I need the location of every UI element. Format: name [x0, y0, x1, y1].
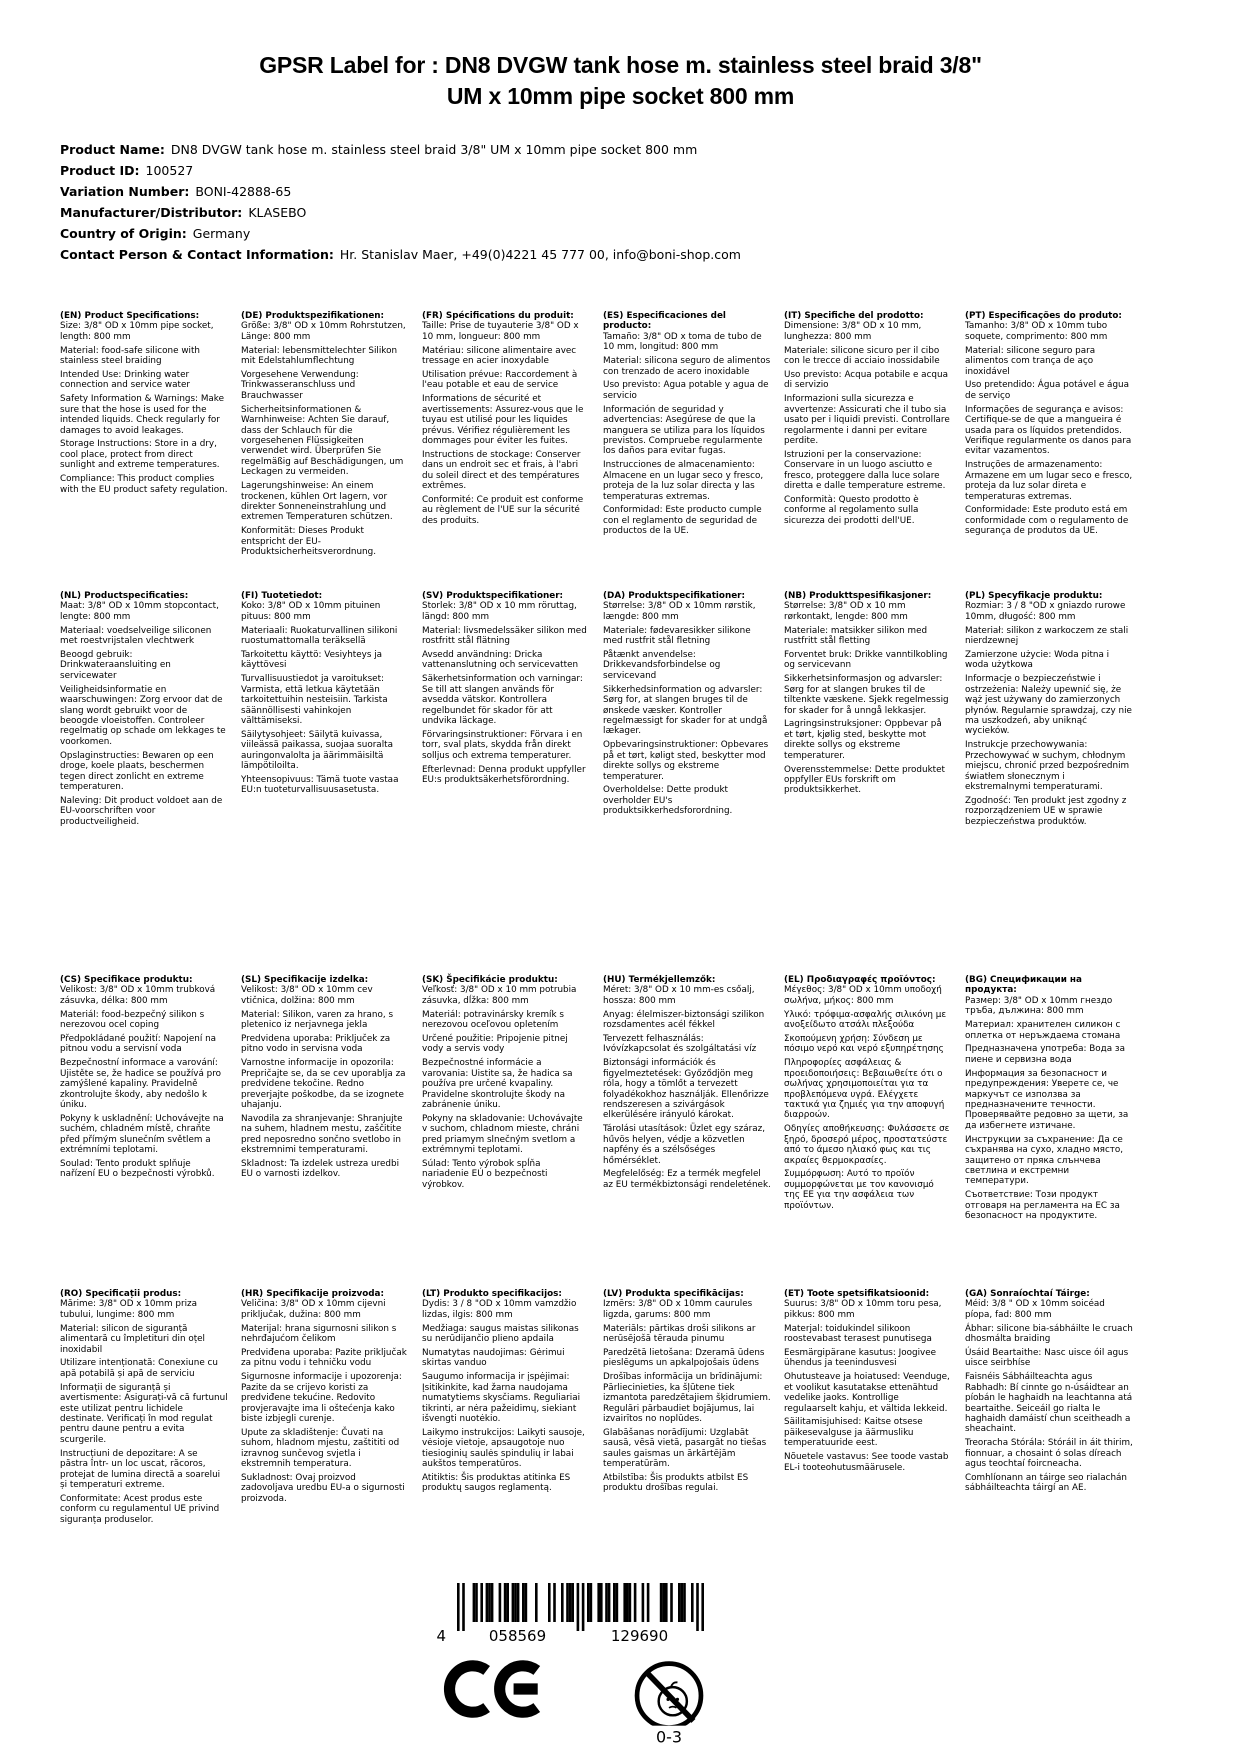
spec-paragraph: Izmērs: 3/8" OD x 10mm caurules ligzda, garums: 800 mm: [603, 1299, 753, 1320]
spec-paragraph: Größe: 3/8" OD x 10mm Rohrstutzen, Länge: 800 mm: [241, 321, 406, 342]
barcode-group1: 058569: [488, 1627, 547, 1645]
spec-paragraph: Forventet bruk: Drikke vanntilkobling og servicevann: [784, 650, 948, 671]
spec-paragraph: Informações de segurança e avisos: Certifique-se de que a mangueira é usada para os líquidos pretendidos. Verifique regularmente os danos para evitar vazamentos.: [965, 404, 1132, 457]
spec-paragraph: Μέγεθος: 3/8" OD x 10mm υποδοχή σωλήνα, μήκος: 800 mm: [784, 985, 942, 1006]
spec-paragraph: Materiał: silikon z warkoczem ze stali nierdzewnej: [965, 625, 1129, 647]
spec-paragraph: Förvaringsinstruktioner: Förvara i en torr, sval plats, skydda från direkt solljus och extrema temperaturer.: [422, 729, 583, 761]
spec-paragraph: Conformidade: Este produto está em conformidade com o regulamento de segurança de produtos da UE.: [965, 505, 1129, 537]
spec-paragraph: Utilisation prévue: Raccordement à l'eau potable et eau de service: [422, 370, 578, 391]
lang-block-nl: [60, 591, 228, 831]
lang-block-nb: [784, 591, 952, 799]
lang-block-da: [603, 591, 771, 820]
spec-paragraph: Overholdelse: Dette produkt overholder EU's produktsikkerhedsforordning.: [603, 785, 733, 817]
spec-paragraph: Material: silicon de siguranță alimentară cu împletituri din oțel inoxidabil: [60, 1323, 206, 1355]
spec-paragraph: Sikkerhetsinformasjon og advarsler: Sørg for at slangen brukes til de tiltenkte væskene. Sjekk regelmessig for skader for å unngå lekkasjer.: [784, 674, 949, 716]
spec-paragraph: Instructions de stockage: Conserver dans un endroit sec et frais, à l'abri du soleil direct et des températures extrêmes.: [422, 449, 581, 492]
spec-paragraph: Eesmärgipärane kasutus: Joogivee ühendus ja teenindusvesi: [784, 1348, 937, 1369]
spec-paragraph: Instrucciones de almacenamiento: Almacene en un lugar seco y fresco, proteja de la luz solar directa y las temperaturas extremas.: [603, 460, 764, 502]
spec-paragraph: Varnostne informacije in opozorila: Prepričajte se, da se cev uporablja za predvidene tekočine. Redno preverjajte poškodbe, da se izognete uhajanju.: [241, 1058, 406, 1110]
spec-paragraph: Soulad: Tento produkt splňuje nařízení EU o bezpečnosti výrobků.: [60, 1159, 215, 1180]
spec-paragraph: Avsedd användning: Dricka vattenanslutning och servicevatten: [422, 650, 579, 671]
spec-paragraph: Skladnost: Ta izdelek ustreza uredbi EU o varnosti izdelkov.: [241, 1159, 400, 1180]
product-info-value: 100527: [145, 163, 194, 178]
spec-paragraph: Materiál: potravinársky kremík s nerezovou oceľovou opletením: [422, 1009, 564, 1031]
lang-block-heading: (CS) Specifikace produktu:: [60, 975, 193, 985]
spec-paragraph: Nõuetele vastavus: See toode vastab EL-i tooteohutusmäärusele.: [784, 1452, 949, 1473]
lang-block-fr: [422, 311, 590, 530]
spec-paragraph: Materjal: toidukindel silikoon roostevabast terasest punutisega: [784, 1323, 932, 1345]
spec-paragraph: Tervezett felhasználás: Ivóvízkapcsolat és szolgáltatási víz: [603, 1034, 757, 1055]
spec-paragraph: Safety Information & Warnings: Make sure that the hose is used for the intended liquids. Check regularly for damages to avoid leakages.: [60, 394, 224, 436]
lang-block-heading: (IT) Specifiche del prodotto:: [784, 311, 924, 321]
spec-paragraph: Størrelse: 3/8" OD x 10mm rørstik, længde: 800 mm: [603, 601, 756, 622]
spec-paragraph: Anyag: élelmiszer-biztonsági szilikon rozsdamentes acél fékkel: [603, 1009, 765, 1031]
lang-block-hr: [241, 1289, 409, 1508]
bottom-marks: [0, 1583, 1241, 1752]
spec-paragraph: Pokyny na skladovanie: Uchovávajte v suchom, chladnom mieste, chráni pred priamym slnečným svetlom a extrémnymi teplotami.: [422, 1113, 583, 1156]
product-info-value: DN8 DVGW tank hose m. stainless steel braid 3/8" UM x 10mm pipe socket 800 mm: [170, 142, 698, 157]
lang-block-sv: [422, 591, 590, 789]
lang-block-heading: (DA) Produktspecifikationer:: [603, 591, 746, 601]
spec-paragraph: Informations de sécurité et avertissements: Assurez-vous que le tuyau est utilisé pour les liquides prévus. Vérifiez régulièrement les dommages pour éviter les fuites.: [422, 394, 584, 446]
lang-block-heading: (GA) Sonraíochtaí Táirge:: [965, 1289, 1090, 1299]
spec-paragraph: Materiál: food-bezpečný silikon s nerezovou ocel coping: [60, 1009, 205, 1031]
spec-paragraph: Material: silicona seguro de alimentos con trenzado de acero inoxidable: [603, 356, 771, 377]
spec-paragraph: Size: 3/8" OD x 10mm pipe socket, length: 800 mm: [60, 321, 214, 342]
spec-paragraph: Turvallisuustiedot ja varoitukset: Varmista, että letkua käytetään tarkoitettuihin nesteisiin. Tarkista säännöllisesti vahinkojen välttämiseksi.: [241, 674, 388, 726]
lang-block-lv: [603, 1289, 771, 1497]
spec-paragraph: Veiligheidsinformatie en waarschuwingen: Zorg ervoor dat de slang wordt gebruikt voor de beoogde vloeistoffen. Controleer regelmatig op schade om lekkages te voorkomen.: [60, 684, 226, 747]
lang-block-sl: [241, 975, 409, 1183]
age-warning-icon: [631, 1658, 707, 1752]
spec-paragraph: Efterlevnad: Denna produkt uppfyller EU:s produktsäkerhetsförordning.: [422, 764, 586, 785]
spec-paragraph: Biztonsági információk és figyelmeztetések: Győződjön meg róla, hogy a tömlőt a tervezett folyadékokhoz használják. Ellenőrizze rendszeresen a szivárgások elkerülésére irányuló károkat.: [603, 1058, 769, 1121]
spec-paragraph: Drošības informācija un brīdinājumi: Pārliecinieties, ka šļūtene tiek izmantota paredzētajiem šķidrumiem. Regulāri pārbaudiet bojājumus, lai izvairītos no noplūdes.: [603, 1372, 771, 1424]
spec-paragraph: Påtænkt anvendelse: Drikkevandsforbindelse og servicevand: [603, 650, 721, 681]
lang-block-sk: [422, 975, 590, 1194]
lang-block-el: [784, 975, 952, 1215]
spec-paragraph: Materiale: silicone sicuro per il cibo con le trecce di acciaio inossidabile: [784, 345, 940, 367]
spec-paragraph: Bezpečnostní informace a varování: Ujistěte se, že hadice se používá pro zamýšlené kapaliny. Pravidelně zkontrolujte škody, aby nedošlo k úniku.: [60, 1058, 222, 1110]
spec-paragraph: Navodila za shranjevanje: Shranjujte na suhem, hladnem mestu, zaščitite pred neposredno sončno svetlobo in ekstremnimi temperaturami.: [241, 1113, 403, 1156]
lang-block-es: [603, 311, 771, 540]
page-title: [0, 0, 1241, 112]
barcode-bars: [457, 1583, 705, 1631]
spec-paragraph: Veličina: 3/8" OD x 10mm cijevni priključak, dužina: 800 mm: [241, 1299, 386, 1320]
spec-paragraph: Předpokládané použití: Napojení na pitnou vodu a servisní voda: [60, 1034, 217, 1055]
spec-paragraph: Intended Use: Drinking water connection and service water: [60, 370, 190, 391]
spec-paragraph: Zgodność: Ten produkt jest zgodny z rozporządzeniem UE w sprawie bezpieczeństwa produktów.: [965, 795, 1127, 827]
spec-paragraph: Σκοπούμενη χρήση: Σύνδεση με πόσιμο νερό και νερό εξυπηρέτησης: [784, 1034, 944, 1055]
spec-paragraph: Comhlíonann an táirge seo rialachán sábháilteachta táirgí an AE.: [965, 1473, 1127, 1494]
lang-block-en: [60, 311, 228, 499]
lang-block-ro: [60, 1289, 228, 1529]
product-info-line: [60, 160, 1181, 181]
spec-paragraph: Medžiaga: saugus maistas silikonas su nerūdijančio plieno apdaila: [422, 1323, 579, 1345]
spec-paragraph: Conformità: Questo prodotto è conforme al regolamento sulla sicurezza dei prodotti dell'UE.: [784, 495, 919, 526]
spec-paragraph: Rozmiar: 3 / 8 "OD x gniazdo rurowe 10mm, długość: 800 mm: [965, 601, 1126, 622]
spec-paragraph: Velikost: 3/8" OD x 10mm cev vtičnica, dolžina: 800 mm: [241, 985, 373, 1006]
product-info: [60, 139, 1181, 265]
age-warning-label: 0-3: [655, 1727, 682, 1747]
spec-paragraph: Tamaño: 3/8" OD x toma de tubo de 10 mm, longitud: 800 mm: [603, 331, 762, 353]
spec-paragraph: Lagringsinstruksjoner: Oppbevar på et tørt, kjølig sted, beskytte mot direkte sollys og ekstreme temperaturer.: [784, 719, 942, 761]
spec-paragraph: Taille: Prise de tuyauterie 3/8" OD x 10 mm, longueur: 800 mm: [422, 321, 579, 342]
spec-paragraph: Atbilstība: Šis produkts atbilst ES produktu drošības regulai.: [603, 1473, 749, 1494]
spec-paragraph: Koko: 3/8" OD x 10mm pituinen pituus: 800 mm: [241, 601, 381, 622]
ce-mark-icon: [443, 1658, 547, 1720]
lang-block-cs: [60, 975, 228, 1183]
spec-paragraph: Súlad: Tento výrobok spĺňa nariadenie EÚ o bezpečnosti výrobkov.: [422, 1159, 548, 1190]
spec-paragraph: Información de seguridad y advertencias: Asegúrese de que la manguera se utiliza para los líquidos previstos. Compruebe regularmente los daños para evitar fugas.: [603, 404, 765, 457]
spec-paragraph: Инструкции за съхранение: Да се съхранява на сухо, хладно място, защитено от пряка слънчева светлина и екстремни температури.: [965, 1134, 1124, 1187]
spec-paragraph: Dydis: 3 / 8 "OD x 10mm vamzdžio lizdas, ilgis: 800 mm: [422, 1299, 577, 1320]
lang-block-heading: (SK) Špecifikácie produktu:: [422, 975, 558, 985]
spec-paragraph: Uso pretendido: Água potável e água de serviço: [965, 380, 1129, 401]
page-title-line2: UM x 10mm pipe socket 800 mm: [446, 83, 795, 109]
spec-paragraph: Suurus: 3/8" OD x 10mm toru pesa, pikkus: 800 mm: [784, 1299, 942, 1320]
spec-paragraph: Pokyny k uskladnění: Uchovávejte na suchém, chladném místě, chraňte před přímým slunečním světlem a extrémními teplotami.: [60, 1113, 224, 1156]
spec-paragraph: Materijal: hrana sigurnosni silikon s nehrđajućom čelikom: [241, 1323, 397, 1345]
spec-paragraph: Tamanho: 3/8" OD x 10mm tubo soquete, comprimento: 800 mm: [965, 321, 1108, 342]
spec-paragraph: Οδηγίες αποθήκευσης: Φυλάσσετε σε ξηρό, δροσερό μέρος, προστατεύστε από το άμεσο ηλιακό φως και τις ακραίες θερμοκρασίες.: [784, 1124, 950, 1166]
lang-block-pt: [965, 311, 1133, 540]
product-info-line: [60, 139, 1181, 160]
spec-paragraph: Материал: хранителен силикон с оплетка от неръждаема стомана: [965, 1020, 1121, 1041]
product-info-label: Variation Number:: [60, 184, 190, 199]
product-info-line: [60, 244, 1181, 265]
spec-paragraph: Matériau: silicone alimentaire avec tressage en acier inoxydable: [422, 345, 577, 367]
spec-paragraph: Určené použitie: Pripojenie pitnej vody a servis vody: [422, 1034, 568, 1055]
spec-paragraph: Υλικό: τρόφιμα-ασφαλής σιλικόνη με ανοξείδωτο ατσάλι πλεξούδα: [784, 1009, 947, 1031]
lang-block-heading: (ES) Especificaciones del producto:: [603, 311, 726, 332]
spec-paragraph: Numatytas naudojimas: Gėrimui skirtas vanduo: [422, 1348, 565, 1369]
spec-paragraph: Uso previsto: Agua potable y agua de servicio: [603, 380, 769, 401]
lang-block-bg: [965, 975, 1133, 1225]
spec-paragraph: Materiale: fødevaresikker silikone med rustfrit stål fletning: [603, 625, 751, 647]
product-info-label: Country of Origin:: [60, 226, 187, 241]
spec-paragraph: Conformidad: Este producto cumple con el reglamento de seguridad de productos de la UE.: [603, 505, 762, 537]
barcode-digit-system: 4: [436, 1627, 447, 1645]
spec-paragraph: Overensstemmelse: Dette produktet oppfyller EUs forskrift om produktsikkerhet.: [784, 764, 945, 796]
spec-paragraph: Faisnéis Sábháilteachta agus Rabhadh: Bí cinnte go n-úsáidtear an píobán le haghaidh na leachtanna atá beartaithe. Seiceáil go rialta le haghaidh damáistí chun sceitheadh a sheachaint.: [965, 1372, 1133, 1435]
spec-paragraph: Megfelelőség: Ez a termék megfelel az EU termékbiztonsági rendeletének.: [603, 1169, 771, 1190]
lang-block-heading: (BG) Спецификации на продукта:: [965, 975, 1082, 996]
lang-block-it: [784, 311, 952, 530]
spec-paragraph: Beoogd gebruik: Drinkwateraansluiting en servicewater: [60, 650, 171, 681]
spec-paragraph: Veľkosť: 3/8" OD x 10 mm potrubia zásuvka, dĺžka: 800 mm: [422, 985, 577, 1006]
spec-paragraph: Materiaal: voedselveilige siliconen met roestvrijstalen vlechtwerk: [60, 625, 212, 647]
product-info-line: [60, 181, 1181, 202]
product-info-value: BONI-42888-65: [195, 184, 292, 199]
page-title-line1: GPSR Label for : DN8 DVGW tank hose m. stainless steel braid 3/8": [259, 52, 982, 78]
spec-paragraph: Lagerungshinweise: An einem trockenen, kühlen Ort lagern, vor direkter Sonneneinstrahlung und extremen Temperaturen schützen.: [241, 481, 393, 523]
product-info-label: Product ID:: [60, 163, 140, 178]
product-info-value: Germany: [192, 226, 251, 241]
lang-block-heading: (FI) Tuotetiedot:: [241, 591, 323, 601]
spec-paragraph: Saugumo informacija ir įspėjimai: Įsitikinkite, kad žarna naudojama numatytiems skysčiams. Reguliariai tikrinti, ar nėra pažeidimų, siekiant išvengti nuotėkio.: [422, 1372, 581, 1424]
lang-block-heading: (PL) Specyfikacje produktu:: [965, 591, 1103, 601]
spec-paragraph: Sikkerhedsinformation og advarsler: Sørg for, at slangen bruges til de ønskede væsker. Kontroller regelmæssigt for skader for at undgå lækager.: [603, 684, 768, 737]
lang-block-heading: (DE) Produktspezifikationen:: [241, 311, 385, 321]
spec-paragraph: Informazioni sulla sicurezza e avvertenze: Assicurati che il tubo sia usato per i liquidi previsti. Controllare regolarmente i danni per evitare perdite.: [784, 394, 950, 446]
spec-paragraph: Vorgesehene Verwendung: Trinkwasseranschluss und Brauchwasser: [241, 370, 359, 401]
spec-paragraph: Opbevaringsinstruktioner: Opbevares på et tørt, køligt sted, beskytter mod direkte sollys og ekstreme temperaturer.: [603, 740, 769, 782]
lang-block-heading: (LT) Produkto specifikacijos:: [422, 1289, 562, 1299]
spec-paragraph: Sicherheitsinformationen & Warnhinweise: Achten Sie darauf, dass der Schlauch für die vorgesehenen Flüssigkeiten verwendet wird. Überprüfen Sie regelmäßig auf Beschädigungen, um Leckagen zu vermeiden.: [241, 404, 404, 478]
product-info-line: [60, 223, 1181, 244]
spec-paragraph: Compliance: This product complies with the EU product safety regulation.: [60, 474, 228, 495]
ean-barcode: [437, 1583, 721, 1644]
spec-paragraph: Ohutusteave ja hoiatused: Veenduge, et voolikut kasutatakse ettenähtud vedelike jaoks. Kontrollige regulaarselt kahju, et vältida lekkeid.: [784, 1372, 950, 1414]
spec-paragraph: Atitiktis: Šis produktas atitinka ES produktų saugos reglamentą.: [422, 1473, 571, 1494]
product-info-label: Manufacturer/Distributor:: [60, 205, 243, 220]
spec-paragraph: Tarkoitettu käyttö: Vesiyhteys ja käyttövesi: [241, 650, 383, 671]
lang-block-heading: (HR) Specifikacije proizvoda:: [241, 1289, 384, 1299]
lang-block-et: [784, 1289, 952, 1477]
spec-paragraph: Yhteensopivuus: Tämä tuote vastaa EU:n tuoteturvallisuusasetusta.: [241, 775, 399, 796]
spec-paragraph: Storage Instructions: Store in a dry, cool place, protect from direct sunlight and extreme temperatures.: [60, 439, 220, 471]
spec-paragraph: Instrucțiuni de depozitare: A se păstra într- un loc uscat, răcoros, protejat de lumina directă a soarelui și temperaturi extreme.: [60, 1448, 221, 1490]
spec-paragraph: Størrelse: 3/8" OD x 10 mm rørkontakt, lengde: 800 mm: [784, 601, 908, 622]
spec-paragraph: Maat: 3/8" OD x 10mm stopcontact, lengte: 800 mm: [60, 601, 219, 622]
lang-block-heading: (PT) Especificações do produto:: [965, 311, 1122, 321]
spec-paragraph: Informacje o bezpieczeństwie i ostrzeżenia: Należy upewnić się, że wąż jest używany do zamierzonych płynów. Regularnie sprawdzaj, czy nie ma uszkodzeń, aby uniknąć wycieków.: [965, 674, 1132, 737]
product-info-label: Product Name:: [60, 142, 165, 157]
lang-grid: [60, 311, 1133, 1529]
spec-paragraph: Uso previsto: Acqua potabile e acqua di servizio: [784, 370, 948, 391]
spec-paragraph: Méret: 3/8" OD x 10 mm-es csőalj, hossza: 800 mm: [603, 985, 755, 1006]
spec-paragraph: Predviđena uporaba: Pazite priključak za pitnu vodu i tehničku vodu: [241, 1348, 407, 1369]
spec-paragraph: Säkerhetsinformation och varningar: Se till att slangen används för avsedda vätskor. Kontrollera regelbundet för skador för att undvika läckage.: [422, 674, 583, 726]
spec-paragraph: Conformité: Ce produit est conforme au règlement de l'UE sur la sécurité des produits.: [422, 495, 584, 526]
lang-block-pl: [965, 591, 1133, 831]
spec-paragraph: Materiāls: pārtikas droši silikons ar nerūsējošā tērauda pinumu: [603, 1323, 756, 1345]
lang-block-heading: (HU) Termékjellemzők:: [603, 975, 716, 985]
product-info-line: [60, 202, 1181, 223]
spec-paragraph: Информация за безопасност и предупреждения: Уверете се, че маркучът се използва за предназначените течности. Проверявайте редовно за щети, за да избегнете изтичане.: [965, 1068, 1129, 1131]
barcode-group2: 129690: [610, 1627, 669, 1645]
spec-paragraph: Utilizare intenționată: Conexiune cu apă potabilă și apă de serviciu: [60, 1358, 218, 1379]
spec-paragraph: Πληροφορίες ασφάλειας & προειδοποιήσεις: Βεβαιωθείτε ότι ο σωλήνας χρησιμοποιείται για τα προβλεπόμενα υγρά. Ελέγχετε τακτικά για ζημιές για την αποφυγή διαρροών.: [784, 1058, 945, 1121]
spec-paragraph: Instrukcje przechowywania: Przechowywać w suchym, chłodnym miejscu, chronić przed bezpośrednim światłem słonecznym i ekstremalnymi temperaturami.: [965, 740, 1130, 792]
spec-paragraph: Materiale: matsikker silikon med rustfritt stål fletting: [784, 625, 928, 647]
spec-paragraph: Úsáid Beartaithe: Nasc uisce óil agus uisce seirbhíse: [965, 1348, 1129, 1369]
lang-block-heading: (FR) Spécifications du produit:: [422, 311, 574, 321]
spec-paragraph: Méid: 3/8 " OD x 10mm soicéad píopa, fad: 800 mm: [965, 1299, 1105, 1320]
lang-block-hu: [603, 975, 771, 1194]
spec-paragraph: Säilitamisjuhised: Kaitse otsese päikesevalguse ja äärmusliku temperatuuride eest.: [784, 1417, 923, 1449]
spec-paragraph: Paredzētā lietošana: Dzeramā ūdens pieslēgums un apkalpojošais ūdens: [603, 1348, 765, 1369]
spec-paragraph: Konformität: Dieses Produkt entspricht der EU-Produktsicherheitsverordnung.: [241, 526, 377, 558]
lang-block-heading: (EL) Προδιαγραφές προϊόντος:: [784, 975, 936, 985]
lang-block-de: [241, 311, 409, 561]
spec-paragraph: Treoracha Stórála: Stóráil in áit thirim, fionnuar, a chosaint ó solas díreach agus teochtaí foircneacha.: [965, 1438, 1133, 1470]
spec-paragraph: Sigurnosne informacije i upozorenja: Pazite da se crijevo koristi za predviđene tekućine. Redovito provjeravajte ima li oštećenja kako biste izbjegli curenje.: [241, 1372, 402, 1424]
spec-paragraph: Velikost: 3/8" OD x 10mm trubková zásuvka, délka: 800 mm: [60, 985, 216, 1006]
spec-paragraph: Съответствие: Този продукт отговаря на регламента на ЕС за безопасност на продуктите.: [965, 1190, 1120, 1222]
spec-paragraph: Instruções de armazenamento: Armazene em um lugar seco e fresco, proteja da luz solar direta e temperaturas extremas.: [965, 460, 1133, 502]
lang-block-heading: (RO) Specificații produs:: [60, 1289, 182, 1299]
spec-paragraph: Bezpečnostné informácie a varovania: Uistite sa, že hadica sa používa pre určené kvapaliny. Pravidelne skontrolujte škody na zabránenie úniku.: [422, 1058, 573, 1110]
spec-paragraph: Materiaali: Ruokaturvallinen silikoni ruostumattomalla teräksellä: [241, 625, 398, 647]
lang-block-ga: [965, 1289, 1133, 1497]
lang-block-lt: [422, 1289, 590, 1497]
spec-paragraph: Säilytysohjeet: Säilytä kuivassa, viileässä paikassa, suojaa suoralta auringonvalolta ja äärimmäisiltä lämpötiloilta.: [241, 729, 393, 772]
lang-block-heading: (EN) Product Specifications:: [60, 311, 200, 321]
spec-paragraph: Storlek: 3/8" OD x 10 mm röruttag, längd: 800 mm: [422, 601, 577, 622]
spec-paragraph: Upute za skladištenje: Čuvati na suhom, hladnom mjestu, zaštititi od izravnog sunčevog svjetla i ekstremnih temperatura.: [241, 1427, 400, 1470]
product-info-label: Contact Person & Contact Information:: [60, 247, 334, 262]
spec-paragraph: Dimensione: 3/8" OD x 10 mm, lunghezza: 800 mm: [784, 321, 922, 342]
spec-paragraph: Ábhar: silicone bia-sábháilte le cruach dhosmálta braiding: [965, 1323, 1133, 1345]
spec-paragraph: Material: livsmedelssäker silikon med rostfritt stål flätning: [422, 625, 587, 647]
lang-block-heading: (LV) Produkta specifikācijas:: [603, 1289, 744, 1299]
spec-paragraph: Conformitate: Acest produs este conform cu regulamentul UE privind siguranța produselor.: [60, 1493, 220, 1525]
spec-paragraph: Informații de siguranță și avertismente: Asigurați-vă că furtunul este utilizat pentru lichidele destinate. Verificați în mod regulat pentru daune pentru a evita scurgerile.: [60, 1382, 228, 1445]
spec-paragraph: Opslaginstructies: Bewaren op een droge, koele plaats, beschermen tegen direct zonlicht en extreme temperaturen.: [60, 750, 214, 792]
spec-paragraph: Tárolási utasítások: Üzlet egy száraz, hűvös helyen, védje a közvetlen napfény és a szélsőséges hőmérséklet.: [603, 1124, 766, 1166]
spec-paragraph: Material: silicone seguro para alimentos com trança de aço inoxidável: [965, 345, 1096, 377]
lang-block-heading: (ET) Toote spetsifikatsioonid:: [784, 1289, 930, 1299]
lang-block-heading: (NL) Productspecificaties:: [60, 591, 189, 601]
spec-paragraph: Laikymo instrukcijos: Laikyti sausoje, vėsioje vietoje, apsaugotoje nuo tiesioginių saulės spindulių ir labai aukštos temperatūros.: [422, 1427, 585, 1470]
spec-paragraph: Istruzioni per la conservazione: Conservare in un luogo asciutto e fresco, proteggere dalla luce solare diretta e dalle temperature estreme.: [784, 449, 946, 492]
spec-paragraph: Naleving: Dit product voldoet aan de EU-voorschriften voor productveiligheid.: [60, 795, 223, 827]
spec-paragraph: Material: lebensmittelechter Silikon mit Edelstahlumflechtung: [241, 345, 398, 367]
lang-block-heading: (SV) Produktspecifikationer:: [422, 591, 564, 601]
spec-paragraph: Предназначена употреба: Вода за пиене и сервизна вода: [965, 1044, 1125, 1065]
barcode-digits: [437, 1628, 721, 1644]
spec-paragraph: Sukladnost: Ovaj proizvod zadovoljava uredbu EU-a o sigurnosti proizvoda.: [241, 1473, 405, 1504]
product-info-value: KLASEBO: [248, 205, 307, 220]
spec-paragraph: Συμμόρφωση: Αυτό το προϊόν συμμορφώνεται με τον κανονισμό της ΕΕ για την ασφάλεια των προϊόντων.: [784, 1169, 934, 1211]
product-info-value: Hr. Stanislav Maer, +49(0)4221 45 777 00, info@boni-shop.com: [339, 247, 741, 262]
spec-paragraph: Predvidena uporaba: Priključek za pitno vodo in servisna voda: [241, 1034, 391, 1055]
lang-block-heading: (NB) Produkttspesifikasjoner:: [784, 591, 932, 601]
lang-block-heading: (SL) Specifikacije izdelka:: [241, 975, 369, 985]
spec-paragraph: Zamierzone użycie: Woda pitna i woda użytkowa: [965, 650, 1110, 671]
lang-block-fi: [241, 591, 409, 799]
spec-paragraph: Material: food-safe silicone with stainless steel braiding: [60, 345, 200, 367]
spec-paragraph: Glabāšanas norādījumi: Uzglabāt sausā, vēsā vietā, pasargāt no tiešas saules gaismas un ārkārtējām temperatūrām.: [603, 1427, 767, 1470]
spec-paragraph: Mărime: 3/8" OD x 10mm priza tubului, lungime: 800 mm: [60, 1299, 198, 1320]
spec-paragraph: Material: Silikon, varen za hrano, s pletenico iz nerjavnega jekla: [241, 1009, 394, 1031]
spec-paragraph: Размер: 3/8" OD x 10mm гнездо тръба, дължина: 800 mm: [965, 995, 1113, 1017]
